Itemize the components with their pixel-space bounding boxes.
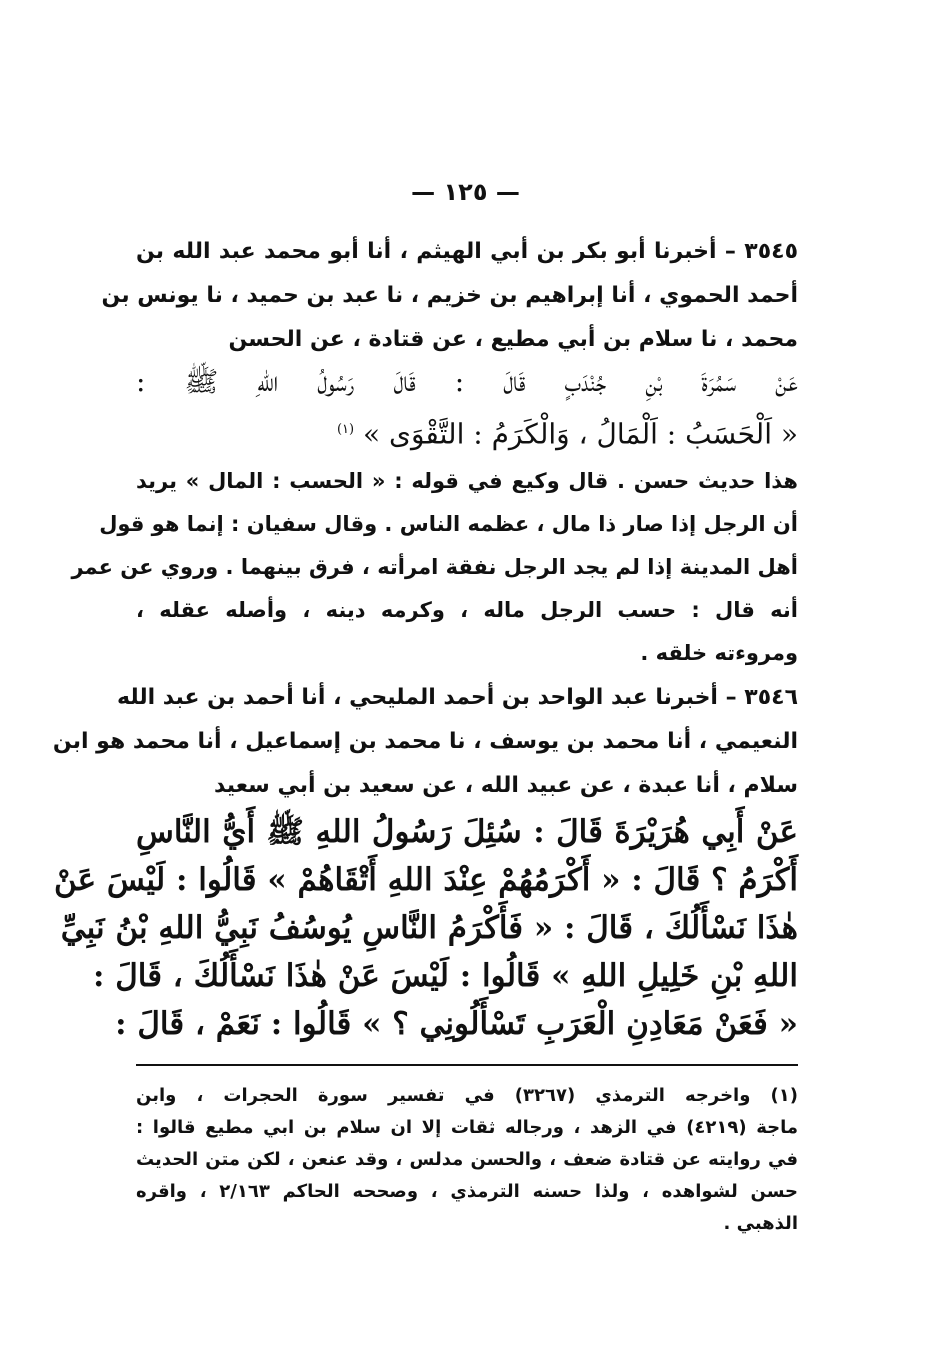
matn-line: أَكْرَمُ ؟ قَالَ : « أَكْرَمُهُمْ عِنْدَ اللهِ أَتْقَاهُمْ » قَالُوا : لَيْسَ عَنْ bbox=[53, 862, 798, 898]
isnad-line: محمد ، نا سلام بن أبي مطيع ، عن قتادة ، عن الحسن bbox=[228, 327, 798, 352]
footnote-separator bbox=[136, 1064, 798, 1066]
hadith-3545-matn bbox=[136, 358, 798, 454]
matn-line-with-ref bbox=[136, 406, 798, 454]
hadith-3546-isnad bbox=[52, 676, 798, 808]
matn-line: هٰذَا نَسْأَلُكَ ، قَالَ : « فَأَكْرَمُ النَّاسِ يُوسُفُ نَبِيُّ اللهِ بْنُ نَبِيِّ bbox=[60, 910, 798, 946]
commentary-line: أنه قال : حسب الرجل ماله ، وكرمه دينه ، وأصله عقله ، bbox=[136, 598, 798, 622]
footnote-line: حسن لشواهده ، ولذا حسنه الترمذي ، وصححه الحاكم ٢/١٦٣ ، واقره bbox=[136, 1181, 798, 1202]
commentary-line: أهل المدينة إذا لم يجد الرجل نفقة امرأته ، فرق بينهما . وروي عن عمر bbox=[71, 555, 798, 579]
isnad-line: النعيمي ، أنا محمد بن يوسف ، نا محمد بن إسماعيل ، أنا محمد هو ابن bbox=[52, 729, 798, 754]
footnote-line: الذهبي . bbox=[723, 1213, 798, 1234]
commentary-paragraph bbox=[71, 460, 798, 675]
matn-line: عَنْ أَبِي هُرَيْرَةَ قَالَ : سُئِلَ رَسُولُ اللهِ ﷺ أَيُّ النَّاسِ bbox=[136, 814, 798, 850]
footnote-line: في روايته عن قتادة ضعف ، والحسن مدلس ، وقد عنعن ، لكن متن الحديث bbox=[136, 1149, 798, 1170]
isnad-line: ٣٥٤٦ – أخبرنا عبد الواحد بن أحمد المليحي ، أنا أحمد بن عبد الله bbox=[117, 685, 798, 710]
isnad-line: سلام ، أنا عبدة ، عن عبيد الله ، عن سعيد بن أبي سعيد bbox=[214, 773, 798, 798]
commentary-line: ومروءته خلقه . bbox=[640, 641, 798, 665]
hadith-3545-isnad bbox=[101, 230, 798, 362]
matn-line: اللهِ بْنِ خَلِيلِ اللهِ » قَالُوا : لَيْسَ عَنْ هٰذَا نَسْأَلُكَ ، قَالَ : bbox=[92, 958, 798, 994]
footnote-line: (١) واخرجه الترمذي (٣٢٦٧) في تفسير سورة الحجرات ، وابن bbox=[136, 1085, 799, 1106]
matn-line: عَنْ سَمُرَةَ بْنِ جُنْدَبٍ قَالَ : قَالَ رَسُولُ اللهِ ﷺ : bbox=[136, 365, 798, 398]
hadith-3546-matn bbox=[53, 808, 798, 1048]
commentary-line: أن الرجل إذا صار ذا مال ، عظمه الناس . وقال سفيان : إنما هو قول bbox=[99, 512, 798, 536]
isnad-line: ٣٥٤٥ – أخبرنا أبو بكر بن أبي الهيثم ، أنا أبو محمد عبد الله بن bbox=[136, 239, 798, 264]
footnote-line: ماجة (٤٢١٩) في الزهد ، ورجاله ثقات إلا ان سلام بن ابي مطيع قالوا : bbox=[136, 1117, 798, 1138]
footnote-reference: (١) bbox=[336, 422, 355, 437]
matn-line: « فَعَنْ مَعَادِنِ الْعَرَبِ تَسْأَلُونِي ؟ » قَالُوا : نَعَمْ ، قَالَ : bbox=[115, 1006, 798, 1042]
matn-line-text: « اَلْحَسَبُ : اَلْمَالُ ، وَالْكَرَمُ : التَّقْوَى » bbox=[363, 417, 798, 451]
commentary-line: هذا حديث حسن . قال وكيع في قوله : « الحسب : المال » يريد bbox=[136, 469, 798, 493]
isnad-line: أحمد الحموي ، أنا إبراهيم بن خزيم ، نا عبد بن حميد ، نا يونس بن bbox=[101, 283, 798, 308]
page-number: — ١٢٥ — bbox=[411, 178, 520, 206]
footnotes bbox=[136, 1080, 798, 1240]
